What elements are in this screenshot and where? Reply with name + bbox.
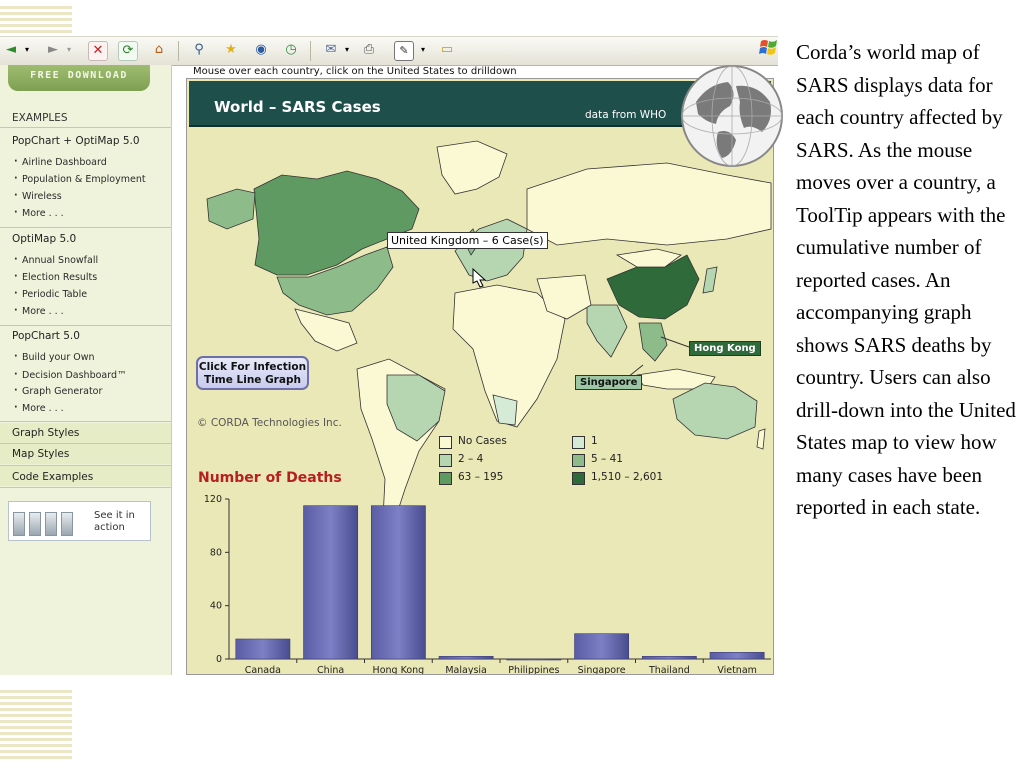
toolbar-separator: [310, 41, 311, 61]
refresh-icon[interactable]: ⟳: [118, 41, 138, 61]
sidebar-item-periodic-table[interactable]: · Periodic Table: [22, 289, 87, 300]
chart-bar-icon: [29, 512, 41, 536]
forward-icon[interactable]: ►: [48, 42, 58, 57]
toolbar-separator: [178, 41, 179, 61]
legend-swatch: [572, 436, 585, 449]
sidebar-divider: [0, 127, 171, 128]
dropdown-arrow-icon[interactable]: ▾: [24, 45, 29, 54]
chart-category-label: Vietnam: [717, 665, 757, 674]
home-icon[interactable]: ⌂: [154, 42, 164, 57]
sidebar: [0, 65, 172, 675]
globe-icon: [678, 62, 786, 170]
back-icon[interactable]: ◄: [6, 42, 16, 57]
sidebar-item-graph-generator[interactable]: · Graph Generator: [22, 386, 102, 397]
country-india[interactable]: [587, 305, 627, 357]
infection-timeline-button[interactable]: Click For Infection Time Line Graph: [196, 356, 309, 390]
legend-swatch: [439, 472, 452, 485]
chart-categories: [245, 659, 757, 674]
sidebar-link-code-examples[interactable]: Code Examples: [12, 471, 94, 483]
chart-y-tick-label: 0: [215, 654, 222, 665]
chart-bar-philippines[interactable]: [507, 659, 561, 660]
stop-icon[interactable]: ✕: [88, 41, 108, 61]
chart-bar-thailand[interactable]: [642, 656, 696, 659]
sidebar-link-graph-styles[interactable]: Graph Styles: [12, 427, 80, 439]
chart-title: Number of Deaths: [198, 470, 342, 486]
instruction-text: Mouse over each country, click on the United States to drilldown: [193, 66, 517, 77]
legend-label: No Cases: [458, 435, 507, 447]
map-source-label: data from WHO: [585, 109, 667, 121]
sidebar-section-title[interactable]: OptiMap 5.0: [12, 233, 77, 245]
legend-label: 1,510 – 2,601: [591, 471, 664, 483]
legend-swatch: [439, 454, 452, 467]
sidebar-divider: [0, 421, 171, 422]
legend-label: 1: [591, 435, 598, 447]
history-icon[interactable]: ◷: [285, 42, 297, 57]
country-japan[interactable]: [703, 267, 717, 293]
sidebar-item-population-employment[interactable]: · Population & Employment: [22, 174, 146, 185]
legend-label: 2 – 4: [458, 453, 484, 465]
favorites-star-icon[interactable]: ★: [225, 42, 237, 57]
sidebar-section-title[interactable]: PopChart + OptiMap 5.0: [12, 135, 140, 147]
country-australia[interactable]: [673, 383, 757, 439]
legend-label: 63 – 195: [458, 471, 504, 483]
country-southeast-asia[interactable]: [639, 323, 667, 361]
legend-label: 5 – 41: [591, 453, 623, 465]
sidebar-divider: [0, 325, 171, 326]
sidebar-examples-heading: EXAMPLES: [12, 112, 68, 124]
sidebar-item-more[interactable]: · More . . .: [22, 208, 64, 219]
dropdown-arrow-icon[interactable]: ▾: [66, 45, 71, 54]
sidebar-item-build-your-own[interactable]: · Build your Own: [22, 352, 95, 363]
chart-ticks: [204, 494, 229, 665]
decorative-stripes-top: [0, 6, 72, 34]
sidebar-divider: [0, 227, 171, 228]
legend-swatch: [572, 472, 585, 485]
mail-icon[interactable]: ✉: [325, 42, 337, 57]
copyright-text: © CORDA Technologies Inc.: [197, 417, 342, 429]
chart-category-label: Thailand: [648, 665, 690, 674]
chart-y-tick-label: 40: [209, 600, 222, 612]
media-icon[interactable]: ◉: [255, 42, 267, 57]
chart-bar-icon: [45, 512, 57, 536]
chart-category-label: Malaysia: [445, 665, 487, 674]
sidebar-item-more[interactable]: · More . . .: [22, 306, 64, 317]
decorative-stripes-bottom: [0, 690, 72, 760]
chart-bar-china[interactable]: [304, 506, 358, 659]
dropdown-arrow-icon[interactable]: ▾: [420, 45, 425, 54]
hong-kong-label: Hong Kong: [689, 341, 761, 356]
legend-swatch: [439, 436, 452, 449]
chart-bar-canada[interactable]: [236, 639, 290, 659]
chart-bar-icon: [61, 512, 73, 536]
sidebar-item-airline-dashboard[interactable]: · Airline Dashboard: [22, 157, 107, 168]
chart-bar-malaysia[interactable]: [439, 656, 493, 659]
sidebar-item-more[interactable]: · More . . .: [22, 403, 64, 414]
country-new-zealand[interactable]: [757, 429, 765, 449]
browser-toolbar: [0, 36, 778, 66]
legend-swatch: [572, 454, 585, 467]
see-it-in-action-label: See it in action: [94, 510, 135, 533]
print-icon[interactable]: ⎙: [363, 42, 375, 57]
map-tooltip: United Kingdom – 6 Case(s): [387, 232, 548, 249]
windows-logo-icon: [758, 36, 780, 58]
sidebar-item-decision-dashboard[interactable]: · Decision Dashboard™: [22, 370, 127, 381]
chart-bar-hong-kong[interactable]: [371, 506, 425, 659]
country-europe[interactable]: [455, 219, 527, 281]
country-canada[interactable]: [254, 171, 419, 275]
chart-bar-icon: [13, 512, 25, 536]
chart-category-label: Philippines: [508, 665, 560, 674]
dropdown-arrow-icon[interactable]: ▾: [344, 45, 349, 54]
sidebar-link-map-styles[interactable]: Map Styles: [12, 448, 70, 460]
country-greenland[interactable]: [437, 141, 507, 194]
chart-y-tick-label: 120: [203, 494, 222, 505]
sidebar-section-title[interactable]: PopChart 5.0: [12, 330, 80, 342]
sidebar-item-wireless[interactable]: · Wireless: [22, 191, 62, 202]
description-text: Corda’s world map of SARS displays data for each country affected by SARS. As the mouse moves over a country, a ToolTip appears with the cumulative number of reported cases. An accompanying graph shows SARS deaths by country. Users can also drill-down into the United States map to view how many cases have been reported in each state.: [796, 40, 1016, 519]
country-mexico[interactable]: [295, 309, 357, 351]
country-alaska[interactable]: [207, 189, 255, 229]
chart-category-label: China: [317, 665, 345, 674]
map-title: World – SARS Cases: [214, 98, 381, 116]
edit-icon[interactable]: ✎: [394, 41, 414, 61]
sidebar-item-annual-snowfall[interactable]: · Annual Snowfall: [22, 255, 98, 266]
chart-category-label: Hong Kong: [372, 665, 425, 674]
chart-bar-vietnam[interactable]: [710, 652, 764, 659]
chart-bar-singapore[interactable]: [575, 634, 629, 659]
sidebar-divider: [0, 487, 171, 488]
discuss-icon[interactable]: ▭: [440, 42, 454, 57]
chart-category-label: Singapore: [577, 665, 626, 674]
singapore-label: Singapore: [575, 375, 642, 390]
sidebar-item-election-results[interactable]: · Election Results: [22, 272, 97, 283]
chart-y-tick-label: 80: [209, 547, 222, 559]
free-download-button[interactable]: FREE DOWNLOAD: [8, 65, 150, 91]
search-icon[interactable]: ⚲: [194, 42, 204, 57]
chart-bars: [236, 506, 764, 660]
country-russia[interactable]: [527, 163, 771, 245]
chart-category-label: Canada: [244, 665, 281, 674]
see-it-in-action-button[interactable]: [8, 501, 151, 541]
